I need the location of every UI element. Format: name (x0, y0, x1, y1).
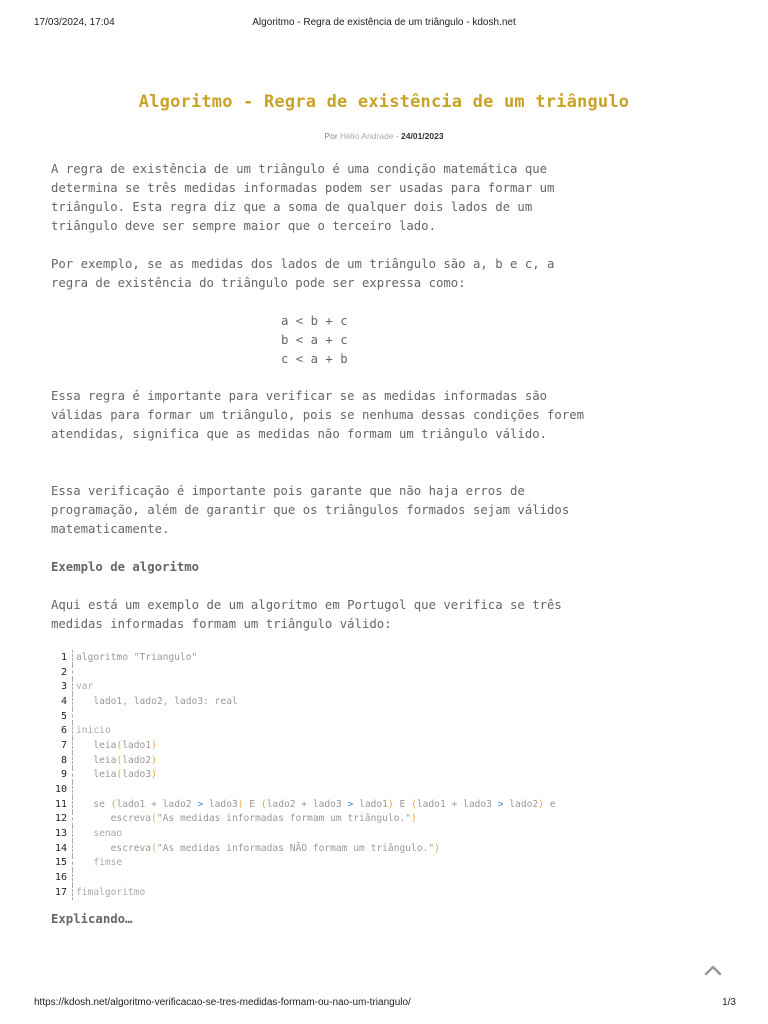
code-line: 4 lado1, lado2, lado3: real (60, 695, 238, 707)
byline-separator: - (395, 131, 399, 141)
formula-1: a < b + c (281, 314, 348, 328)
code-line: 6 inicio (60, 725, 111, 737)
code-line: 2 (51, 665, 611, 680)
publish-date: 24/01/2023 (401, 131, 444, 141)
byline-prefix: Por (324, 131, 338, 141)
scroll-to-top-button[interactable] (703, 962, 723, 978)
page-number: 1/3 (722, 997, 736, 1008)
formula-list (281, 312, 401, 369)
print-url: https://kdosh.net/algoritmo-verificacao-se-tres-medidas-formam-ou-nao-um-triangulo/ (34, 997, 411, 1008)
code-line: 8 leia(lado2) (60, 754, 157, 766)
code-line: 15 fimse (54, 857, 123, 869)
code-line: 7 leia(lado1) (60, 739, 157, 751)
author-link[interactable]: Hélio Andrade (340, 131, 394, 141)
code-block (51, 650, 611, 900)
paragraph-3: Essa regra é importante para verificar se as medidas informadas são válidas para formar um triângulo, pois se nenhuma dessas condições forem atendidas, significa que as medidas não formam um triângulo válido. (51, 389, 585, 441)
print-datetime: 17/03/2024, 17:04 (34, 17, 115, 28)
code-line: 14 escreva("As medidas informadas NÃO formam um triângulo.") (54, 842, 440, 854)
article-title: Algoritmo - Regra de existência de um triângulo (138, 92, 630, 112)
formula-2: b < a + c (281, 333, 348, 347)
byline (0, 131, 768, 141)
code-line: 17 fimalgoritmo (54, 886, 146, 898)
print-header (0, 17, 768, 31)
code-line: 3 var (60, 681, 94, 693)
code-line: 1 algoritmo "Triangulo" (60, 651, 198, 663)
code-line: 11 se (lado1 + lado2 > lado3) E (lado2 + lado3 > lado1) E (lado1 + lado3 > lado2) e (54, 798, 556, 810)
print-footer (0, 997, 768, 1011)
code-line: 16 (51, 870, 611, 885)
paragraph-4: Essa verificação é importante pois garante que não haja erros de programação, além de garantir que os triângulos formados sejam válidos matematicamente. (51, 484, 570, 536)
chevron-up-icon (703, 962, 723, 978)
code-line: 5 (51, 709, 611, 724)
code-line: 13 senao (54, 828, 123, 840)
code-line: 12 escreva("As medidas informadas formam um triângulo.") (54, 813, 417, 825)
formula-3: c < a + b (281, 352, 348, 366)
code-line: 9 leia(lado3) (60, 769, 157, 781)
heading-explaining: Explicando… (51, 912, 133, 926)
print-page-title: Algoritmo - Regra de existência de um triângulo - kdosh.net (252, 17, 516, 28)
paragraph-2: Por exemplo, se as medidas dos lados de um triângulo são a, b e c, a regra de existência do triângulo pode ser expressa como: (51, 257, 555, 290)
code-line: 10 (51, 782, 611, 797)
paragraph-5: Aqui está um exemplo de um algoritmo em Portugol que verifica se três medidas informadas formam um triângulo válido: (51, 598, 562, 631)
paragraph-1: A regra de existência de um triângulo é uma condição matemática que determina se três medidas informadas podem ser usadas para formar um triângulo. Esta regra diz que a soma de qualquer dois lados de um triângulo deve ser sempre maior que o terceiro lado. (51, 162, 555, 233)
heading-example: Exemplo de algoritmo (51, 560, 200, 574)
